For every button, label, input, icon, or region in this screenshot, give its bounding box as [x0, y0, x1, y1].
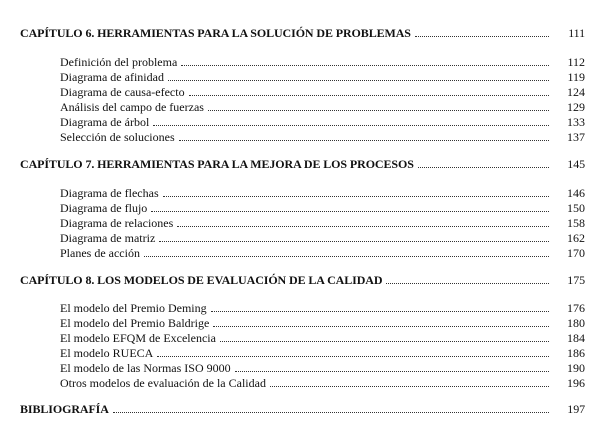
chapter-title: CAPÍTULO 8. LOS MODELOS DE EVALUACIÓN DE LA CALIDAD [20, 273, 383, 287]
toc-item [0, 331, 585, 347]
leader-dots [179, 130, 549, 141]
chapter-6-entry [0, 26, 585, 42]
leader-dots [181, 55, 549, 66]
page-number: 186 [567, 346, 585, 360]
chapter-title: BIBLIOGRAFÍA [20, 402, 109, 416]
toc-item [0, 115, 585, 131]
page-number: 176 [567, 301, 585, 315]
page-number: 111 [568, 26, 585, 40]
toc-item [0, 85, 585, 101]
page-number: 119 [567, 70, 585, 84]
page-number: 150 [567, 201, 585, 215]
toc-item [0, 316, 585, 332]
item-label: El modelo del Premio Deming [60, 301, 207, 315]
leader-dots [168, 70, 549, 81]
chapter-title: CAPÍTULO 6. HERRAMIENTAS PARA LA SOLUCIÓN DE PROBLEMAS [20, 26, 411, 40]
item-label: Selección de soluciones [60, 130, 175, 144]
page-number: 197 [567, 402, 585, 416]
leader-dots [211, 301, 549, 312]
item-label: Otros modelos de evaluación de la Calidad [60, 376, 266, 390]
item-label: Diagrama de flechas [60, 186, 159, 200]
chapter-title: CAPÍTULO 7. HERRAMIENTAS PARA LA MEJORA DE LOS PROCESOS [20, 157, 414, 171]
leader-dots [208, 100, 549, 111]
leader-dots [415, 26, 549, 37]
item-label: Análisis del campo de fuerzas [60, 100, 204, 114]
page-number: 112 [567, 55, 585, 69]
item-label: Diagrama de árbol [60, 115, 150, 129]
item-label: Definición del problema [60, 55, 178, 69]
toc-item [0, 201, 585, 217]
leader-dots [418, 157, 549, 168]
toc-item [0, 361, 585, 377]
item-label: Diagrama de causa-efecto [60, 85, 185, 99]
page-number: 162 [567, 231, 585, 245]
leader-dots [151, 201, 549, 212]
toc-item [0, 130, 585, 146]
leader-dots [159, 231, 549, 242]
leader-dots [213, 316, 549, 327]
item-label: El modelo RUECA [60, 346, 154, 360]
leader-dots [163, 186, 549, 197]
page-number: 180 [567, 316, 585, 330]
page-number: 146 [567, 186, 585, 200]
page-number: 184 [567, 331, 585, 345]
item-label: Diagrama de flujo [60, 201, 148, 215]
toc-item [0, 186, 585, 202]
item-label: El modelo de las Normas ISO 9000 [60, 361, 231, 375]
toc-item [0, 216, 585, 232]
toc-item [0, 55, 585, 71]
page-number: 124 [567, 85, 585, 99]
toc-item [0, 346, 585, 362]
leader-dots [220, 331, 549, 342]
toc-item [0, 301, 585, 317]
page-number: 170 [567, 246, 585, 260]
page-number: 196 [567, 376, 585, 390]
leader-dots [386, 273, 549, 284]
chapter-7-entry [0, 157, 585, 173]
toc-item [0, 376, 585, 392]
page-number: 129 [567, 100, 585, 114]
page-number: 158 [567, 216, 585, 230]
leader-dots [177, 216, 549, 227]
toc-item [0, 100, 585, 116]
page-number: 175 [567, 273, 585, 287]
item-label: El modelo EFQM de Excelencia [60, 331, 216, 345]
toc-item [0, 231, 585, 247]
toc-item [0, 246, 585, 262]
item-label: Diagrama de afinidad [60, 70, 164, 84]
item-label: Planes de acción [60, 246, 140, 260]
leader-dots [113, 402, 549, 413]
page-number: 137 [567, 130, 585, 144]
leader-dots [235, 361, 549, 372]
item-label: Diagrama de matriz [60, 231, 156, 245]
leader-dots [144, 246, 549, 257]
page-number: 190 [567, 361, 585, 375]
item-label: El modelo del Premio Baldrige [60, 316, 210, 330]
page-number: 133 [567, 115, 585, 129]
bibliography-entry [0, 402, 585, 418]
chapter-8-entry [0, 273, 585, 289]
leader-dots [157, 346, 549, 357]
item-label: Diagrama de relaciones [60, 216, 174, 230]
leader-dots [153, 115, 549, 126]
leader-dots [270, 376, 549, 387]
toc-item [0, 70, 585, 86]
page-number: 145 [567, 157, 585, 171]
leader-dots [189, 85, 549, 96]
